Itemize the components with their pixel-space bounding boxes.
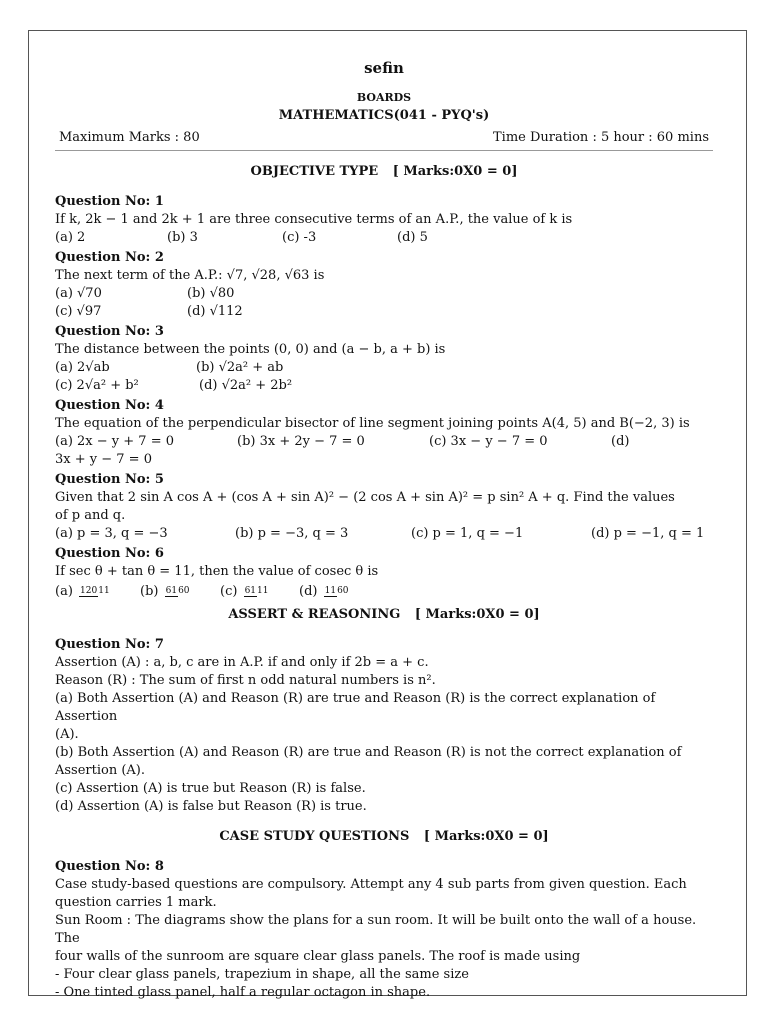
question-2-label: Question No: 2 <box>55 250 164 265</box>
question-5-label: Question No: 5 <box>55 472 164 487</box>
question-2-options-row2 <box>55 303 713 321</box>
section-marks: [ Marks:0X0 = 0] <box>423 829 549 844</box>
numerator: 11 <box>324 585 337 596</box>
option-d <box>299 581 351 603</box>
option-b-line1: (b) Both Assertion (A) and Reason (R) are true and Reason (R) is not the correct explanation of <box>55 745 682 760</box>
question-4-label: Question No: 4 <box>55 398 164 413</box>
denominator: 11 <box>257 585 269 596</box>
subject-title: MATHEMATICS(041 - PYQ's) <box>278 108 490 123</box>
option-a <box>55 581 140 603</box>
paper-title: sefin <box>364 59 404 77</box>
numerator: 61 <box>165 585 178 596</box>
question-6-options <box>55 581 713 603</box>
option-b: (b) p = −3, q = 3 <box>235 526 349 541</box>
question-8-label: Question No: 8 <box>55 859 164 874</box>
option-c: (c) 2√a² + b² <box>55 378 139 393</box>
question-4-text: The equation of the perpendicular bisector of line segment joining points A(4, 5) and B(−2, 3) is <box>55 416 690 431</box>
header-divider <box>55 150 713 151</box>
option-a: (a) 2 <box>55 230 86 245</box>
time-duration: Time Duration : 5 hour : 60 mins <box>492 130 709 145</box>
question-3-options-row1 <box>55 359 713 377</box>
denominator: 60 <box>337 585 349 596</box>
numerator: 120 <box>80 585 98 596</box>
case-text-line3: Sun Room : The diagrams show the plans for a sun room. It will be built onto the wall of a house. The <box>55 913 697 946</box>
option-c-label: (c) <box>220 584 238 599</box>
question-4-options <box>55 433 713 451</box>
option-a-fraction <box>79 587 110 597</box>
option-c: (c) p = 1, q = −1 <box>411 526 524 541</box>
case-text-line6: - One tinted glass panel, half a regular octagon in shape. <box>55 985 431 1000</box>
option-c: (c) -3 <box>282 230 317 245</box>
option-a: (a) 2√ab <box>55 360 110 375</box>
option-a-line1: (a) Both Assertion (A) and Reason (R) are true and Reason (R) is the correct explanation of Assertion <box>55 691 656 724</box>
question-paper <box>28 30 747 1000</box>
section-name: ASSERT & REASONING <box>228 607 401 622</box>
question-5-text-line1: Given that 2 sin A cos A + (cos A + sin A)² − (2 cos A + sin A)² = p sin² A + q. Find the values <box>55 490 675 505</box>
option-b: (b) 3 <box>167 230 198 245</box>
assertion-text: Assertion (A) : a, b, c are in A.P. if and only if 2b = a + c. <box>55 655 429 670</box>
question-5-options <box>55 525 713 543</box>
section-assert-reasoning <box>55 607 713 622</box>
option-c: (c) √97 <box>55 304 102 319</box>
case-text-line4: four walls of the sunroom are square clear glass panels. The roof is made using <box>55 949 581 964</box>
option-a: (a) 2x − y + 7 = 0 <box>55 434 174 449</box>
option-d-value: 3x + y − 7 = 0 <box>55 452 152 467</box>
option-b: (b) 3x + 2y − 7 = 0 <box>237 434 365 449</box>
denominator: 60 <box>178 585 190 596</box>
option-d: (d) p = −1, q = 1 <box>591 526 705 541</box>
question-1-options <box>55 229 713 247</box>
question-1-text: If k, 2k − 1 and 2k + 1 are three consecutive terms of an A.P., the value of k is <box>55 212 573 227</box>
option-b-line2: Assertion (A). <box>55 763 146 778</box>
option-b: (b) √2a² + ab <box>196 360 284 375</box>
question-3-label: Question No: 3 <box>55 324 164 339</box>
reason-text: Reason (R) : The sum of first n odd natural numbers is n². <box>55 673 436 688</box>
section-objective <box>55 164 713 179</box>
option-d: (d) <box>611 434 630 449</box>
option-c <box>220 581 299 603</box>
option-b: (b) √80 <box>187 286 235 301</box>
option-a-label: (a) <box>55 584 73 599</box>
option-d: (d) 5 <box>397 230 428 245</box>
option-b <box>140 581 220 603</box>
option-c: (c) Assertion (A) is true but Reason (R) is false. <box>55 781 366 796</box>
section-case-study <box>55 829 713 844</box>
question-5-text-line2: of p and q. <box>55 508 126 523</box>
question-1-label: Question No: 1 <box>55 194 164 209</box>
option-a: (a) √70 <box>55 286 102 301</box>
question-6-text: If sec θ + tan θ = 11, then the value of cosec θ is <box>55 564 379 579</box>
option-d-label: (d) <box>299 584 318 599</box>
option-a-line2: (A). <box>55 727 79 742</box>
question-7-label: Question No: 7 <box>55 637 164 652</box>
meta-row <box>55 130 713 145</box>
case-text-line5: - Four clear glass panels, trapezium in shape, all the same size <box>55 967 469 982</box>
question-3-text: The distance between the points (0, 0) and (a − b, a + b) is <box>55 342 446 357</box>
option-c: (c) 3x − y − 7 = 0 <box>429 434 548 449</box>
denominator: 11 <box>98 585 110 596</box>
numerator: 61 <box>244 585 257 596</box>
question-2-options-row1 <box>55 285 713 303</box>
section-marks: [ Marks:0X0 = 0] <box>414 607 540 622</box>
max-marks: Maximum Marks : 80 <box>59 130 200 145</box>
question-6-label: Question No: 6 <box>55 546 164 561</box>
option-a: (a) p = 3, q = −3 <box>55 526 168 541</box>
section-name: OBJECTIVE TYPE <box>250 164 379 179</box>
question-3-options-row2 <box>55 377 713 395</box>
option-d: (d) √112 <box>187 304 243 319</box>
option-d: (d) √2a² + 2b² <box>199 378 293 393</box>
option-b-label: (b) <box>140 584 159 599</box>
board-label: BOARDS <box>356 91 412 104</box>
case-text-line1: Case study-based questions are compulsory. Attempt any 4 sub parts from given question. Each <box>55 877 687 892</box>
paper-content <box>55 31 713 1002</box>
option-b-fraction <box>165 587 190 597</box>
question-2-text: The next term of the A.P.: √7, √28, √63 is <box>55 268 325 283</box>
option-d: (d) Assertion (A) is false but Reason (R) is true. <box>55 799 367 814</box>
section-marks: [ Marks:0X0 = 0] <box>392 164 518 179</box>
option-d-fraction <box>324 587 349 597</box>
option-c-fraction <box>244 587 269 597</box>
section-name: CASE STUDY QUESTIONS <box>219 829 410 844</box>
case-text-line2: question carries 1 mark. <box>55 895 217 910</box>
